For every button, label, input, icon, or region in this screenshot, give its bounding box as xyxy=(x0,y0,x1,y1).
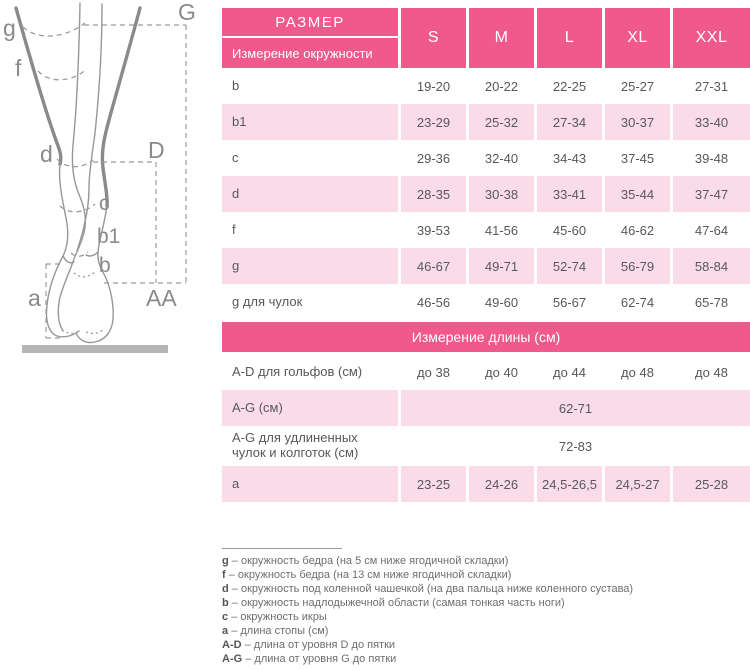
diagram-labels xyxy=(3,0,196,311)
legend-term: g xyxy=(222,555,229,567)
table-row xyxy=(222,354,750,390)
cell-value: до 38 xyxy=(417,364,450,380)
leg-outline xyxy=(16,8,140,206)
header-label-column xyxy=(222,8,398,68)
row-label: A-D для гольфов (см) xyxy=(232,363,363,379)
length-section-band: Измерение длины (см) xyxy=(222,322,750,352)
label-f: f xyxy=(15,55,22,81)
label-d: d xyxy=(40,141,53,167)
cell-value: 32-40 xyxy=(484,150,519,166)
cell-value: 49-60 xyxy=(484,294,519,310)
row-label: g для чулок xyxy=(232,293,303,309)
measurement-arcs xyxy=(23,23,95,256)
legend-term: f xyxy=(222,569,226,581)
col-header-l: L xyxy=(537,8,602,68)
measurement-legend xyxy=(222,548,747,666)
label-b: b xyxy=(99,254,111,277)
cell-value: 58-84 xyxy=(673,248,750,284)
legend-term: b xyxy=(222,597,229,609)
table-row xyxy=(222,104,750,140)
row-label: A-G (см) xyxy=(222,390,398,426)
legend-definition: – окружность под коленной чашечкой (на два пальца ниже коленного сустава) xyxy=(231,583,634,595)
cell-value: 39-48 xyxy=(694,150,729,166)
col-header-xl: XL xyxy=(605,8,670,68)
label-G: G xyxy=(178,0,196,25)
legend-term: d xyxy=(222,583,229,595)
row-label: g xyxy=(222,248,398,284)
cell-value: 24-26 xyxy=(469,466,534,502)
cell-value: 56-67 xyxy=(552,294,587,310)
legend-item xyxy=(222,582,747,596)
cell-value: 37-47 xyxy=(673,176,750,212)
cell-value: 37-45 xyxy=(620,150,655,166)
table-row xyxy=(222,248,750,284)
cell-value: до 44 xyxy=(553,364,586,380)
cell-value: 39-53 xyxy=(416,222,451,238)
cell-value: 22-25 xyxy=(552,78,587,94)
cell-value: 27-34 xyxy=(537,104,602,140)
row-label: b xyxy=(232,77,240,93)
cell-value: 56-79 xyxy=(605,248,670,284)
cell-value: 49-71 xyxy=(469,248,534,284)
legend-term: A-G xyxy=(222,653,243,665)
col-header-xxl: XXL xyxy=(673,8,750,68)
table-header xyxy=(222,8,750,68)
merged-cell-value: 72-83 xyxy=(558,438,593,454)
table-row xyxy=(222,140,750,176)
legend-term: A-D xyxy=(222,639,242,651)
cell-value: 46-62 xyxy=(620,222,655,238)
cell-value: 25-28 xyxy=(673,466,750,502)
cell-value: 33-40 xyxy=(673,104,750,140)
cell-value: 46-67 xyxy=(401,248,466,284)
leg-measurement-diagram xyxy=(0,0,222,360)
legend-definition: – длина стопы (см) xyxy=(231,625,329,637)
legend-term: a xyxy=(222,625,229,637)
cell-value: 62-74 xyxy=(620,294,655,310)
legend-divider xyxy=(222,548,342,549)
table-row xyxy=(222,212,750,248)
legend-item xyxy=(222,652,747,666)
cell-value: 27-31 xyxy=(694,78,729,94)
cell-value: 47-64 xyxy=(694,222,729,238)
dotted-arcs xyxy=(62,272,104,333)
legend-term: c xyxy=(222,611,229,623)
legend-definition: – окружность бедра (на 5 см ниже ягодичной складки) xyxy=(231,555,509,567)
cell-value: 24,5-27 xyxy=(605,466,670,502)
row-label: a xyxy=(222,466,398,502)
cell-value: 45-60 xyxy=(552,222,587,238)
cell-value: 28-35 xyxy=(401,176,466,212)
label-D: D xyxy=(148,137,165,163)
legend-item xyxy=(222,596,747,610)
row-label: b1 xyxy=(222,104,398,140)
table-row xyxy=(222,68,750,104)
row-label: d xyxy=(222,176,398,212)
table-row xyxy=(222,426,750,466)
cell-value: 29-36 xyxy=(416,150,451,166)
legend-item xyxy=(222,638,747,652)
table-row xyxy=(222,284,750,320)
cell-value: до 48 xyxy=(695,364,728,380)
cell-value: 19-20 xyxy=(416,78,451,94)
legend-definition: – окружность надлодыжечной области (самая тонкая часть ноги) xyxy=(231,597,565,609)
legend-definition: – длина от уровня D до пятки xyxy=(244,639,396,651)
cell-value: 20-22 xyxy=(484,78,519,94)
floor-line xyxy=(22,345,168,353)
cell-value: до 48 xyxy=(621,364,654,380)
label-c: c xyxy=(99,192,110,215)
cell-value: 24,5-26,5 xyxy=(537,466,602,502)
table-row xyxy=(222,176,750,212)
label-g: g xyxy=(3,15,16,41)
cell-value: 46-56 xyxy=(416,294,451,310)
cell-value: 52-74 xyxy=(537,248,602,284)
row-label: c xyxy=(232,149,239,165)
label-AA: AA xyxy=(146,285,177,311)
legend-definition: – окружность бедра (на 13 см ниже ягодичной складки) xyxy=(228,569,512,581)
label-b1: b1 xyxy=(97,225,121,248)
cell-value: 25-32 xyxy=(469,104,534,140)
legend-item xyxy=(222,624,747,638)
table-row xyxy=(222,466,750,502)
merged-cell-value: 62-71 xyxy=(401,390,750,426)
legend-item xyxy=(222,568,747,582)
cell-value: до 40 xyxy=(485,364,518,380)
size-table xyxy=(222,8,750,502)
cell-value: 41-56 xyxy=(484,222,519,238)
cell-value: 23-25 xyxy=(401,466,466,502)
circumference-header: Измерение окружности xyxy=(222,38,398,68)
cell-value: 25-27 xyxy=(620,78,655,94)
row-label: f xyxy=(232,221,236,237)
label-a: a xyxy=(28,285,41,311)
cell-value: 35-44 xyxy=(605,176,670,212)
col-header-m: M xyxy=(469,8,534,68)
legend-definition: – окружность икры xyxy=(231,611,327,623)
cell-value: 65-78 xyxy=(694,294,729,310)
legend-definition: – длина от уровня G до пятки xyxy=(245,653,397,665)
cell-value: 33-41 xyxy=(537,176,602,212)
size-header: РАЗМЕР xyxy=(222,8,398,36)
cell-value: 34-43 xyxy=(552,150,587,166)
cell-value: 23-29 xyxy=(401,104,466,140)
row-label: A-G для удлиненных чулок и колготок (см) xyxy=(232,430,359,460)
cell-value: 30-37 xyxy=(605,104,670,140)
col-header-s: S xyxy=(401,8,466,68)
legend-item xyxy=(222,610,747,624)
legend-item xyxy=(222,554,747,568)
cell-value: 30-38 xyxy=(469,176,534,212)
table-row xyxy=(222,390,750,426)
